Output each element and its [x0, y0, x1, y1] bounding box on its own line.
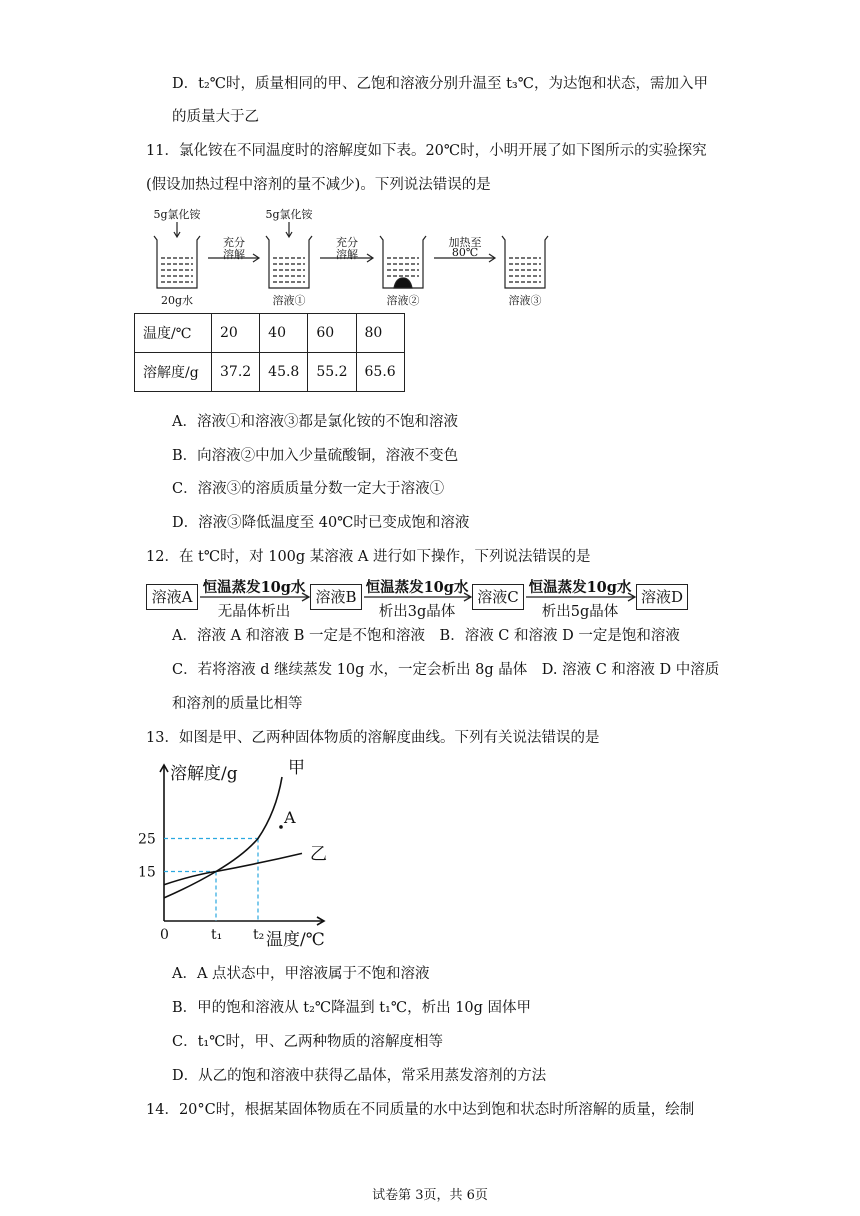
beaker-0	[154, 222, 200, 288]
q12-options-line1: A．溶液 A 和溶液 B 一定是不饱和溶液 B．溶液 C 和溶液 D 一定是饱和溶液	[172, 628, 680, 644]
solubility-table	[134, 313, 405, 392]
x-tick-label: t₂	[253, 927, 265, 943]
flow-op2-top: 恒温蒸发10g水	[365, 579, 469, 596]
q11-experiment-figure	[140, 200, 720, 310]
q12-options-line3: 和溶剂的质量比相等	[172, 696, 303, 712]
table-cell: 55.2	[308, 353, 356, 392]
q13-option-a: A．A 点状态中，甲溶液属于不饱和溶液	[172, 966, 430, 982]
y-tick-label: 25	[138, 831, 156, 848]
step3-label-a: 加热至	[448, 236, 482, 249]
beaker-1-label: 溶液①	[272, 294, 306, 307]
point-a	[279, 825, 283, 829]
q12-options-line2: C．若将溶液 d 继续蒸发 10g 水，一定会析出 8g 晶体 D. 溶液 C 和溶液 D 中溶质	[172, 662, 720, 678]
flow-op3-bottom: 析出5g晶体	[541, 604, 619, 620]
table-row	[135, 314, 405, 353]
q11-option-c: C．溶液③的溶质质量分数一定大于溶液①	[172, 481, 445, 497]
step2-label-b: 溶解	[336, 248, 358, 261]
q14-stem: 14．20°C时，根据某固体物质在不同质量的水中达到饱和状态时所溶解的质量，绘制	[146, 1102, 695, 1118]
x-axis-label: 温度/℃	[266, 930, 325, 950]
add-label-2: 5g氯化铵	[265, 208, 313, 221]
flow-box-d: 溶液D	[636, 584, 688, 610]
x-tick-label: t₁	[211, 927, 223, 943]
q13-option-c: C．t₁℃时，甲、乙两种物质的溶解度相等	[172, 1034, 443, 1050]
table-cell: 60	[308, 314, 356, 353]
beaker-0-label: 20g水	[160, 294, 194, 307]
beaker-2	[380, 236, 426, 288]
q12-stem: 12．在 t℃时，对 100g 某溶液 A 进行如下操作，下列说法错误的是	[146, 549, 591, 565]
beaker-3-label: 溶液③	[508, 294, 542, 307]
flow-op1-bottom: 无晶体析出	[217, 604, 291, 620]
flow-box-a: 溶液A	[146, 584, 198, 610]
series-yi-line	[164, 853, 302, 884]
step3-label-b: 80℃	[451, 246, 479, 259]
table-row	[135, 353, 405, 392]
table-cell: 65.6	[356, 353, 404, 392]
add-label-1: 5g氯化铵	[153, 208, 201, 221]
table-header-cell: 温度/℃	[135, 314, 212, 353]
q11-option-a: A．溶液①和溶液③都是氯化铵的不饱和溶液	[172, 414, 458, 430]
point-a-label: A	[284, 807, 296, 827]
series-yi-label: 乙	[310, 844, 327, 865]
step2-label-a: 充分	[336, 236, 358, 249]
page-footer: 试卷第 3页，共 6页	[372, 1188, 488, 1203]
origin-label: 0	[160, 927, 169, 943]
q12-flow-diagram	[146, 574, 706, 618]
y-axis-label: 溶解度/g	[170, 764, 238, 784]
flow-op1-top: 恒温蒸发10g水	[202, 579, 306, 596]
flow-op3-top: 恒温蒸发10g水	[528, 579, 632, 596]
q13-stem: 13．如图是甲、乙两种固体物质的溶解度曲线。下列有关说法错误的是	[146, 730, 600, 746]
flow-box-c: 溶液C	[472, 584, 524, 610]
beaker-1	[266, 222, 312, 288]
step1-label-a: 充分	[223, 236, 245, 249]
table-cell: 37.2	[212, 353, 260, 392]
flow-box-b: 溶液B	[310, 584, 362, 610]
series-jia-label: 甲	[288, 758, 305, 778]
table-header-cell: 溶解度/g	[135, 353, 212, 392]
q11-option-d: D．溶液③降低温度至 40℃时已变成饱和溶液	[172, 515, 470, 531]
q11-option-b: B．向溶液②中加入少量硫酸铜，溶液不变色	[172, 448, 459, 464]
table-cell: 80	[356, 314, 404, 353]
step1-label-b: 溶解	[223, 248, 245, 261]
y-tick-label: 15	[138, 864, 156, 881]
q10-option-d-line1: D．t₂℃时，质量相同的甲、乙饱和溶液分别升温至 t₃℃，为达饱和状态，需加入甲	[172, 76, 708, 92]
q11-stem-line2: (假设加热过程中溶剂的量不减少)。下列说法错误的是	[146, 177, 491, 193]
beaker-2-label: 溶液②	[386, 294, 420, 307]
q11-stem-line1: 11．氯化铵在不同温度时的溶解度如下表。20℃时，小明开展了如下图所示的实验探究	[146, 143, 707, 159]
table-cell: 40	[260, 314, 308, 353]
q13-option-b: B．甲的饱和溶液从 t₂℃降温到 t₁℃，析出 10g 固体甲	[172, 1000, 532, 1016]
q10-option-d-line2: 的质量大于乙	[172, 109, 259, 125]
beaker-3	[502, 236, 548, 288]
solubility-chart-svg	[140, 755, 340, 955]
table-cell: 20	[212, 314, 260, 353]
flow-op2-bottom: 析出3g晶体	[378, 604, 456, 620]
solubility-chart	[140, 755, 340, 955]
table-cell: 45.8	[260, 353, 308, 392]
q13-option-d: D．从乙的饱和溶液中获得乙晶体，常采用蒸发溶剂的方法	[172, 1068, 547, 1084]
